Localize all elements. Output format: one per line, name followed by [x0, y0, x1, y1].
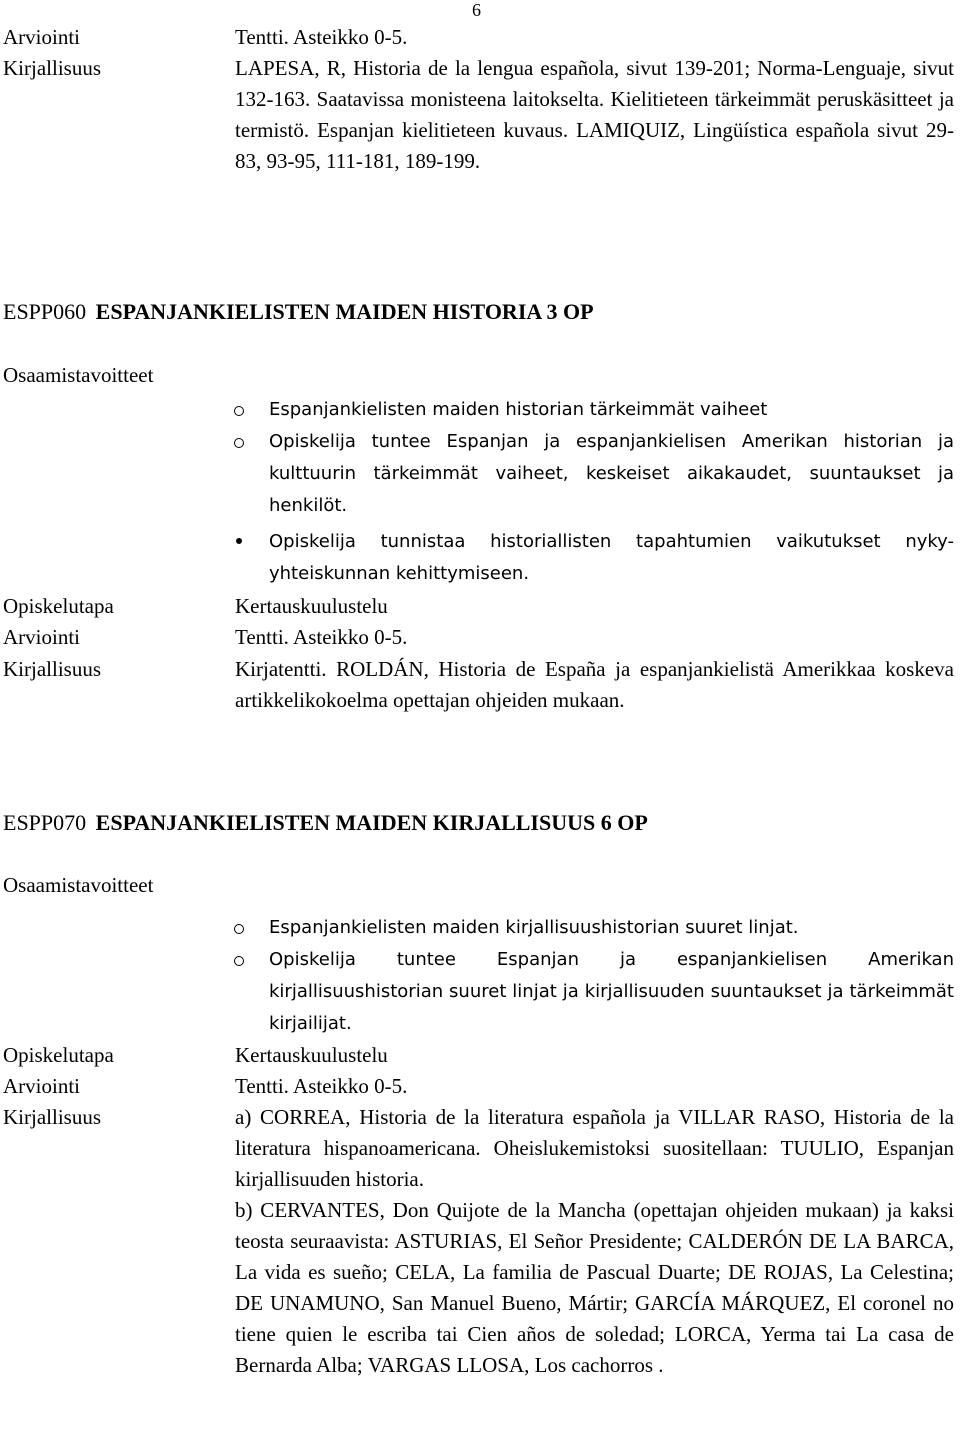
- course-title: ESPANJANKIELISTEN MAIDEN HISTORIA 3 OP: [95, 299, 594, 324]
- opiskelutapa-value: Kertauskuulustelu: [235, 594, 388, 618]
- kirjallisuus-value: Kirjatentti. ROLDÁN, Historia de España ja espanjankielistä Amerikkaa koskeva artikkelikokoelma opettajan ohjeiden mukaan.: [235, 657, 954, 712]
- arviointi-value: Tentti. Asteikko 0-5.: [235, 25, 408, 49]
- list-item: Opiskelija tuntee Espanjan ja espanjankielisen Amerikan kirjallisuushistorian suuret linjat ja kirjallisuuden suuntaukset ja tärkeimmät kirjailijat.: [232, 944, 954, 1040]
- arviointi-value: Tentti. Asteikko 0-5.: [235, 625, 408, 649]
- kirjallisuus-part-b: b) CERVANTES, Don Quijote de la Mancha (opettajan ohjeiden mukaan) ja kaksi teosta seuraavista: ASTURIAS, El Señor Presidente; CALDERÓN DE LA BARCA, La vida es sueño; CELA, La familia de Pascual Duarte; DE ROJAS, La Celestina; DE UNAMUNO, San Manuel Bueno, Mártir; GARCÍA MÁRQUEZ, El coronel no tiene quien le escriba tai Cien años de soledad; LORCA, Yerma tai La casa de Bernarda Alba; VARGAS LLOSA, Los cachorros .: [235, 1198, 954, 1377]
- osaamistavoitteet-label: Osaamistavoitteet: [3, 873, 154, 897]
- arviointi-label: Arviointi: [3, 25, 80, 49]
- course-title: ESPANJANKIELISTEN MAIDEN KIRJALLISUUS 6 OP: [95, 810, 648, 835]
- course-heading-espp060: [3, 297, 594, 327]
- arviointi-label: Arviointi: [3, 625, 80, 649]
- course-code: ESPP070: [3, 810, 87, 835]
- kirjallisuus-row: [0, 1102, 960, 1381]
- opiskelutapa-label: Opiskelutapa: [3, 1043, 114, 1067]
- osaamistavoitteet-label: Osaamistavoitteet: [3, 363, 154, 387]
- arviointi-value: Tentti. Asteikko 0-5.: [235, 1074, 408, 1098]
- kirjallisuus-row: [0, 654, 960, 716]
- prev-arviointi-row: [0, 22, 960, 53]
- opiskelutapa-row: [0, 1040, 960, 1071]
- kirjallisuus-label: Kirjallisuus: [3, 1105, 101, 1129]
- list-item: Opiskelija tunnistaa historiallisten tapahtumien vaikutukset nyky-yhteiskunnan kehittymiseen.: [232, 526, 954, 590]
- arviointi-row: [0, 622, 960, 653]
- list-item: Espanjankielisten maiden kirjallisuushistorian suuret linjat.: [232, 912, 954, 944]
- page-number: 6: [472, 0, 481, 20]
- opiskelutapa-row: [0, 591, 960, 622]
- objectives-list: [232, 394, 954, 590]
- course-code: ESPP060: [3, 299, 87, 324]
- arviointi-label: Arviointi: [3, 1074, 80, 1098]
- kirjallisuus-part-a: a) CORREA, Historia de la literatura española ja VILLAR RASO, Historia de la literatura hispanoamericana. Oheislukemistoksi suositellaan: TUULIO, Espanjan kirjallisuuden historia.: [235, 1105, 954, 1191]
- opiskelutapa-value: Kertauskuulustelu: [235, 1043, 388, 1067]
- list-item: Opiskelija tuntee Espanjan ja espanjankielisen Amerikan historian ja kulttuurin tärkeimmät vaiheet, keskeiset aikakaudet, suuntaukset ja henkilöt.: [232, 426, 954, 522]
- kirjallisuus-label: Kirjallisuus: [3, 56, 101, 80]
- course-heading-espp070: [3, 808, 648, 838]
- kirjallisuus-label: Kirjallisuus: [3, 657, 101, 681]
- arviointi-row: [0, 1071, 960, 1102]
- opiskelutapa-label: Opiskelutapa: [3, 594, 114, 618]
- kirjallisuus-value: [235, 1102, 960, 1381]
- objectives-list: [232, 912, 954, 1040]
- prev-kirjallisuus-row: [0, 53, 960, 177]
- list-item: Espanjankielisten maiden historian tärkeimmät vaiheet: [232, 394, 954, 426]
- kirjallisuus-value: LAPESA, R, Historia de la lengua española, sivut 139-201; Norma-Lenguaje, sivut 132-163. Saatavissa monisteena laitokselta. Kielitieteen tärkeimmät peruskäsitteet ja termistö. Espanjan kielitieteen kuvaus. LAMIQUIZ, Lingüística española sivut 29-83, 93-95, 111-181, 189-199.: [235, 56, 954, 173]
